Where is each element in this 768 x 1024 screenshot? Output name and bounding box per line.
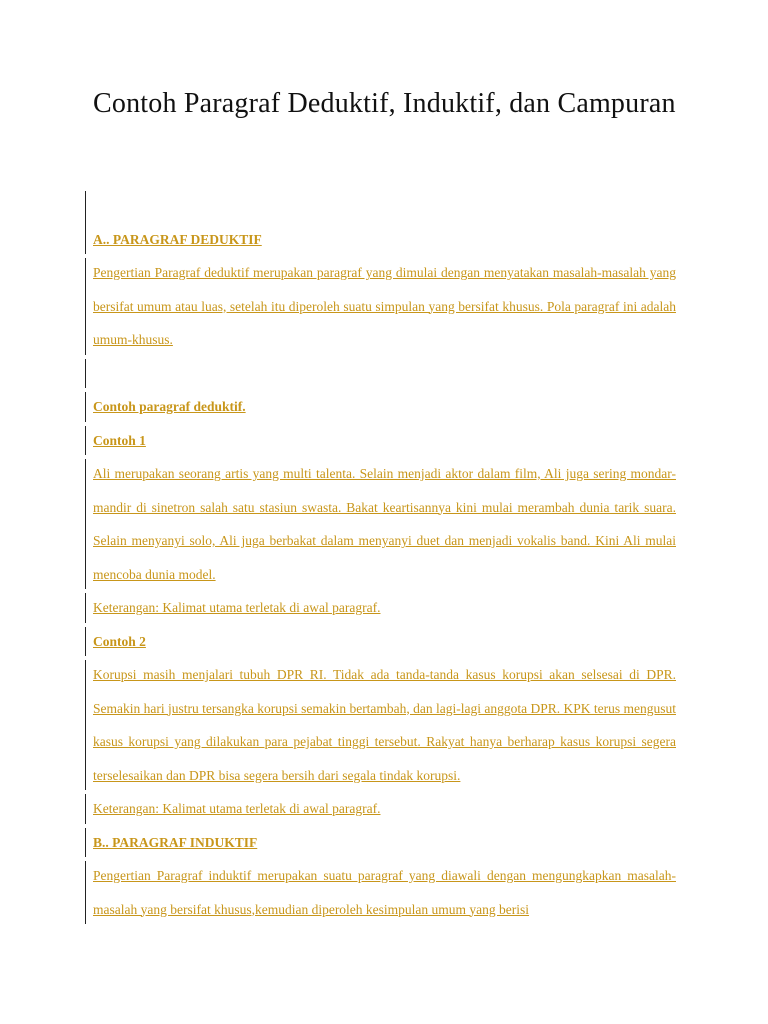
example1-heading[interactable]: Contoh 1 bbox=[93, 432, 146, 448]
margin-bar bbox=[85, 392, 86, 422]
margin-bar bbox=[85, 794, 86, 824]
example1-text[interactable]: Ali merupakan seorang artis yang multi talenta. Selain menjadi aktor dalam film, Ali juga sering mondar-mandir di sinetron salah satu stasiun swasta. Bakat keartisannya kini mulai merambah dunia tarik suara. Selain menyanyi solo, Ali juga berbakat dalam menyanyi duet dan menjadi vokalis band. Kini Ali mulai mencoba dunia model. bbox=[93, 466, 676, 582]
section-b-heading[interactable]: B.. PARAGRAF INDUKTIF bbox=[93, 834, 258, 850]
block-example2-note bbox=[93, 792, 676, 826]
block-example1-heading bbox=[93, 424, 676, 458]
blank-line bbox=[93, 357, 676, 391]
section-b-definition[interactable]: Pengertian Paragraf induktif merupakan suatu paragraf yang diawali dengan mengungkapkan masalah-masalah yang bersifat khusus,kemudian diperoleh kesimpulan umum yang berisi bbox=[93, 868, 676, 917]
block-blank bbox=[93, 357, 676, 391]
example2-heading[interactable]: Contoh 2 bbox=[93, 633, 146, 649]
examples-heading[interactable]: Contoh paragraf deduktif. bbox=[93, 399, 246, 414]
block-a-definition bbox=[93, 256, 676, 357]
margin-bar bbox=[85, 861, 86, 924]
margin-bar bbox=[85, 191, 86, 254]
example1-note[interactable]: Keterangan: Kalimat utama terletak di awal paragraf. bbox=[93, 600, 381, 615]
margin-bar bbox=[85, 459, 86, 589]
margin-bar bbox=[85, 828, 86, 858]
margin-bar bbox=[85, 258, 86, 355]
section-a-definition[interactable]: Pengertian Paragraf deduktif merupakan paragraf yang dimulai dengan menyatakan masalah-masalah yang bersifat umum atau luas, setelah itu diperoleh suatu simpulan yang bersifat khusus. Pola paragraf ini adalah umum-khusus. bbox=[93, 265, 676, 347]
document-page bbox=[93, 86, 676, 122]
block-examples-heading bbox=[93, 390, 676, 424]
block-example2-heading bbox=[93, 625, 676, 659]
example2-text[interactable]: Korupsi masih menjalari tubuh DPR RI. Tidak ada tanda-tanda kasus korupsi akan selsesai di DPR. Semakin hari justru tersangka korupsi semakin bertambah, dan lagi-lagi anggota DPR. KPK terus mengusut kasus korupsi yang dilakukan para pejabat tinggi tersebut. Rakyat hanya berharap kasus korupsi segera terselesaikan dan DPR bisa segera bersih dari segala tindak korupsi. bbox=[93, 667, 677, 783]
margin-bar bbox=[85, 593, 86, 623]
block-example1-note bbox=[93, 591, 676, 625]
document-body bbox=[93, 189, 676, 926]
block-b-heading bbox=[93, 826, 676, 860]
margin-bar bbox=[85, 627, 86, 657]
example2-note[interactable]: Keterangan: Kalimat utama terletak di awal paragraf. bbox=[93, 801, 381, 816]
margin-bar bbox=[85, 660, 86, 790]
margin-bar bbox=[85, 426, 86, 456]
blank-line bbox=[93, 189, 676, 223]
margin-bar bbox=[85, 359, 86, 389]
block-example2-text bbox=[93, 658, 676, 792]
page-title: Contoh Paragraf Deduktif, Induktif, dan Campuran bbox=[93, 88, 676, 119]
section-a-heading[interactable]: A.. PARAGRAF DEDUKTIF bbox=[93, 231, 262, 247]
block-example1-text bbox=[93, 457, 676, 591]
block-b-definition bbox=[93, 859, 676, 926]
block-a-heading bbox=[93, 189, 676, 256]
